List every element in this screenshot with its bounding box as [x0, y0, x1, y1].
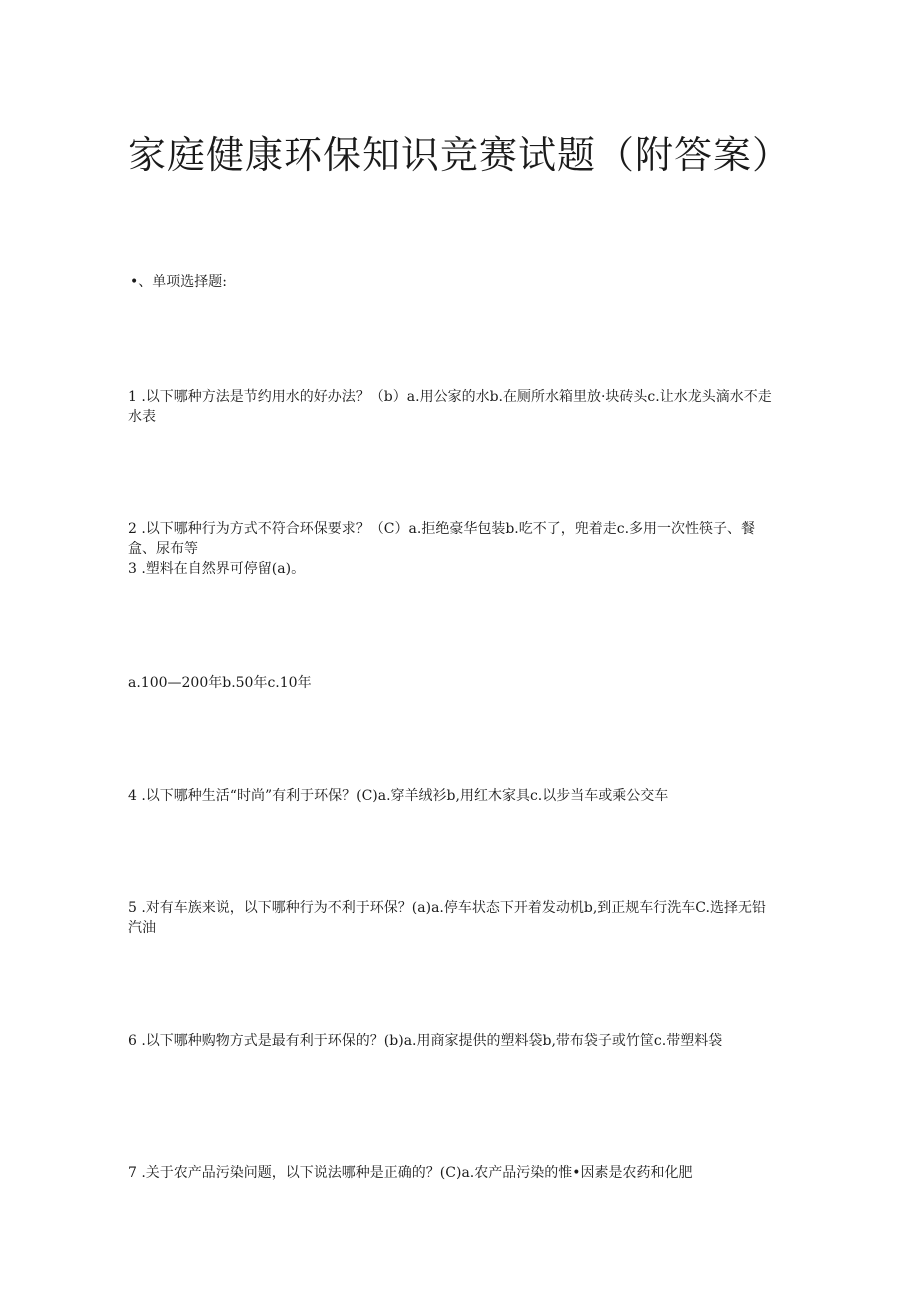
question-1: 1 .以下哪种方法是节约用水的好办法？（b）a.用公家的水b.在厕所水箱里放·块砖头c.让水龙头滴水不走水表: [128, 389, 772, 425]
question-5: 5 .对有车族来说，以下哪种行为不利于环保？(a)a.停车状态下开着发动机b,到正规车行洗车C.选择无铅汽油: [128, 900, 766, 936]
question-3: 3 .塑料在自然界可停留(a)。: [128, 561, 306, 577]
question-6: 6 .以下哪种购物方式是最有利于环保的？(b)a.用商家提供的塑料袋b,带布袋子或竹筐c.带塑料袋: [128, 1033, 723, 1049]
question-2: 2 .以下哪种行为方式不符合环保要求？（C）a.拒绝豪华包装b.吃不了，兜着走c.多用一次性筷子、餐盒、尿布等: [128, 521, 756, 557]
section-heading: •、单项选择题:: [130, 274, 227, 290]
page-title: 家庭健康环保知识竞赛试题（附答案）: [128, 133, 792, 177]
question-3-options: a.100—200年b.50年c.10年: [128, 675, 312, 691]
question-7: 7 .关于农产品污染问题，以下说法哪种是正确的？(C)a.农产品污染的惟•因素是农药和化肥: [128, 1165, 693, 1181]
question-4: 4 .以下哪种生活“时尚”有利于环保？(C)a.穿羊绒衫b,用红木家具c.以步当车或乘公交车: [128, 788, 669, 804]
